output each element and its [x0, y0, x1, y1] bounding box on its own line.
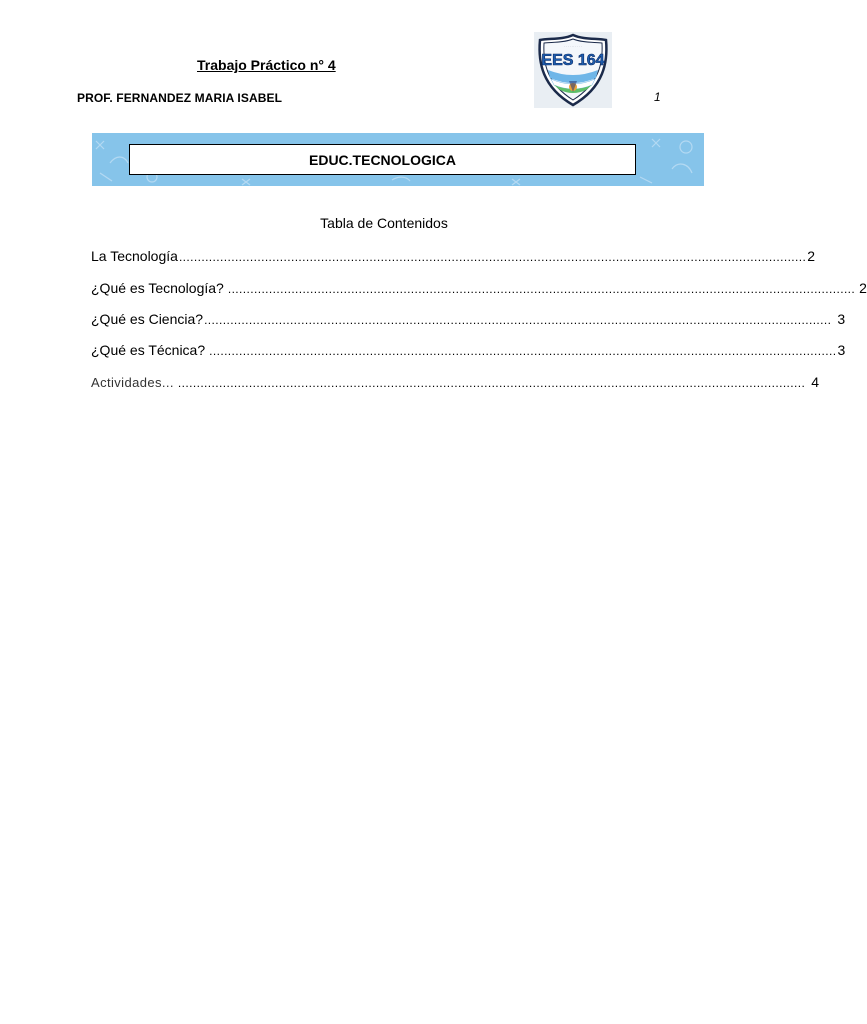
- toc-entry-label: ¿Qué es Tecnología?: [91, 280, 224, 296]
- subject-title: EDUC.TECNOLOGICA: [129, 144, 636, 175]
- toc-entry[interactable]: [91, 280, 867, 298]
- toc-dot-leader: ........................................................................................................................................................................: [204, 313, 832, 327]
- toc-dot-leader: ........................................................................................................................................................................: [227, 282, 856, 296]
- toc-entry-page: 4: [811, 374, 820, 390]
- toc-entry-label: Actividades...: [91, 375, 174, 390]
- toc-dot-leader: ........................................................................................................................................................................: [178, 250, 807, 264]
- toc-entry-label: ¿Qué es Técnica?: [91, 342, 206, 358]
- toc-heading: Tabla de Contenidos: [320, 215, 448, 231]
- svg-text:EES 164: EES 164: [541, 52, 605, 69]
- page-number: 1: [654, 90, 661, 104]
- teacher-name: PROF. FERNANDEZ MARIA ISABEL: [77, 91, 283, 105]
- toc-entry-label: La Tecnología: [91, 248, 178, 264]
- toc-entry-page: 3: [837, 311, 846, 327]
- toc-entry[interactable]: [91, 342, 846, 360]
- toc-entry[interactable]: [91, 311, 846, 329]
- school-crest-logo: [534, 32, 612, 108]
- toc-dot-leader: ........................................................................................................................................................................: [177, 376, 806, 390]
- svg-text:· · · · · · · · · ·: · · · · · · · · · ·: [564, 44, 582, 48]
- document-title: Trabajo Práctico n° 4: [197, 57, 336, 73]
- toc-entry[interactable]: [91, 374, 820, 392]
- subject-banner: [92, 133, 704, 186]
- toc-entry-label: ¿Qué es Ciencia?: [91, 311, 204, 327]
- toc-entry-page: 2: [859, 280, 867, 296]
- toc-entry[interactable]: [91, 248, 816, 266]
- toc-entry-page: 2: [807, 248, 816, 264]
- toc-dot-leader: ........................................................................................................................................................................: [209, 344, 837, 358]
- toc-entry-page: 3: [837, 342, 846, 358]
